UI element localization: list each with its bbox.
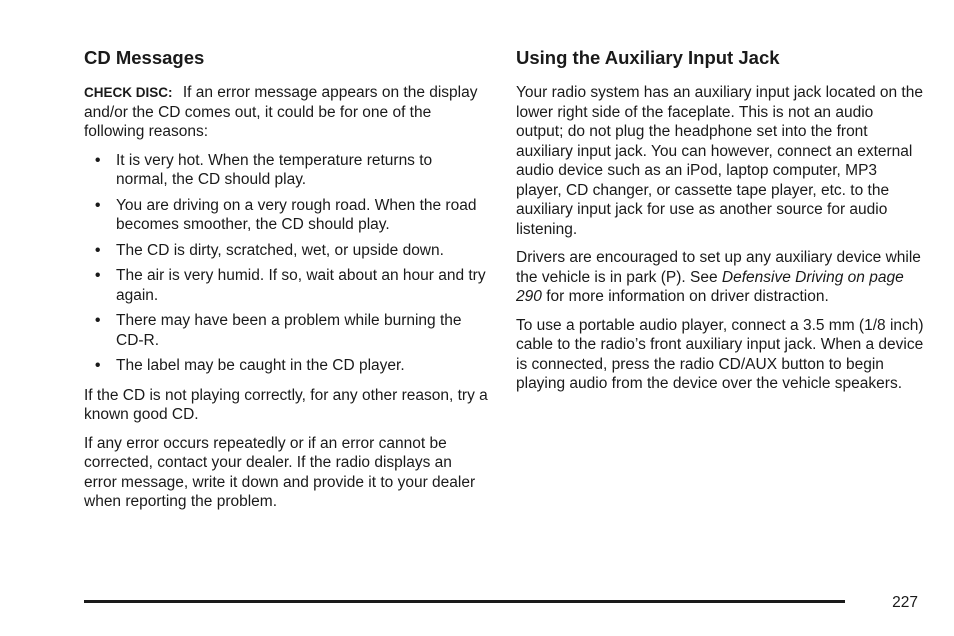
list-item <box>84 241 488 261</box>
page-number: 227 <box>892 594 918 611</box>
left-column <box>84 46 488 521</box>
list-item-text: The CD is dirty, scratched, wet, or upside down. <box>116 241 444 259</box>
aux-description-paragraph: Your radio system has an auxiliary input jack located on the lower right side of the faceplate. This is not an audio output; do not plug the headphone set into the front auxiliary input jack. You can however, connect an external audio device such as an iPod, laptop computer, MP3 player, CD changer, or cassette tape player, etc. to the auxiliary input jack for use as another source for audio listening. <box>516 84 923 238</box>
list-item <box>84 151 488 190</box>
bullet-icon: • <box>95 151 101 169</box>
list-item <box>84 311 488 350</box>
bullet-icon: • <box>95 196 101 214</box>
defensive-driving-reference: Defensive Driving on page 290 <box>516 268 904 305</box>
list-item <box>84 196 488 235</box>
list-item-text: The label may be caught in the CD player. <box>116 357 405 374</box>
bullet-icon: • <box>95 357 101 374</box>
cd-messages-heading: CD Messages <box>84 47 205 68</box>
list-item-text: The air is very humid. If so, wait about an hour and try again. <box>116 267 486 304</box>
list-item <box>84 356 488 376</box>
check-disc-paragraph <box>84 83 488 142</box>
portable-player-paragraph: To use a portable audio player, connect a 3.5 mm (1/8 inch) cable to the radio’s front auxiliary input jack. When a device is connected, press the radio CD/AUX button to begin playing audio from the device over the vehicle speakers. <box>516 316 924 392</box>
bullet-icon: • <box>95 241 101 259</box>
footer-divider <box>84 600 845 603</box>
list-item <box>84 266 488 305</box>
contact-dealer-paragraph: If any error occurs repeatedly or if an error cannot be corrected, contact your dealer. If the radio displays an error message, write it down and provide it to your dealer when reporting the problem. <box>84 434 476 510</box>
driver-distraction-text: Drivers are encouraged to set up any auxiliary device while the vehicle is in park (P). See <box>516 249 921 286</box>
known-good-cd-paragraph: If the CD is not playing correctly, for any other reason, try a known good CD. <box>84 386 488 423</box>
right-column <box>516 46 924 403</box>
bullet-icon: • <box>95 312 101 329</box>
aux-input-heading: Using the Auxiliary Input Jack <box>516 47 780 68</box>
bullet-icon: • <box>95 267 101 284</box>
list-item-text: There may have been a problem while burning the CD-R. <box>116 312 462 349</box>
driver-distraction-paragraph <box>516 248 924 307</box>
driver-distraction-text-end: for more information on driver distraction. <box>546 288 829 305</box>
list-item-text: You are driving on a very rough road. When the road becomes smoother, the CD should play. <box>116 196 477 233</box>
check-disc-text: If an error message appears on the display and/or the CD comes out, it could be for one of the following reasons: <box>84 84 478 140</box>
check-disc-label: CHECK DISC: <box>84 85 173 100</box>
list-item-text: It is very hot. When the temperature returns to normal, the CD should play. <box>116 151 433 188</box>
reasons-list <box>84 151 488 376</box>
